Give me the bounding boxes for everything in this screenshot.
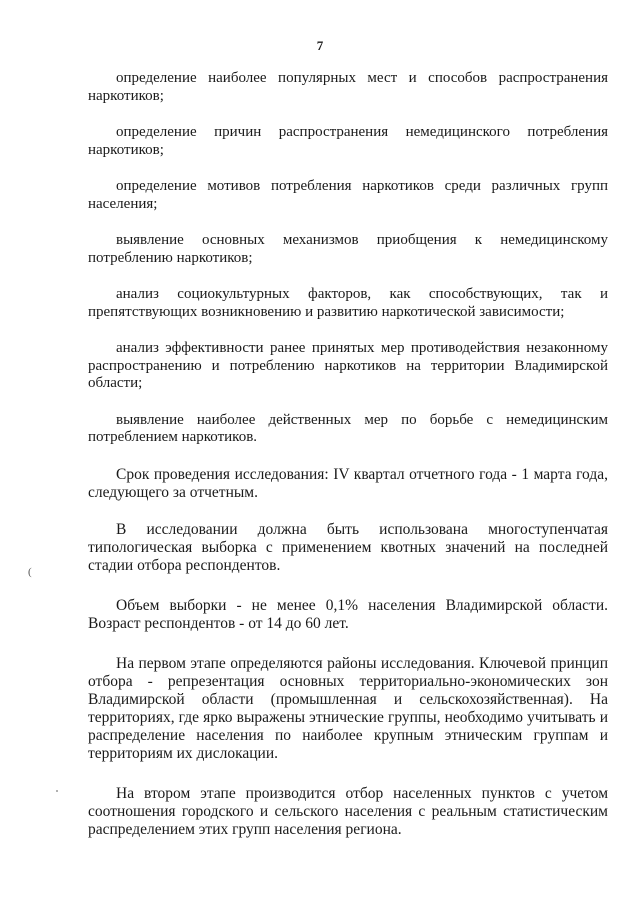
paragraph-12: На втором этапе производится отбор населенных пунктов с учетом соотношения городского и сельского населения с реальным статистическим распределением этих групп населения региона. — [88, 784, 608, 838]
paragraph-10: Объем выборки - не менее 0,1% населения Владимирской области. Возраст респондентов - от 14 до 60 лет. — [88, 596, 608, 632]
document-body — [88, 70, 608, 839]
paragraph-2: определение причин распространения немедицинского потребления наркотиков; — [88, 124, 608, 158]
paragraph-7: выявление наиболее действенных мер по борьбе с немедицинским потреблением наркотиков. — [88, 411, 608, 445]
paragraph-9: В исследовании должна быть использована многоступенчатая типологическая выборка с применением квотных значений на последней стадии отбора респондентов. — [88, 520, 608, 574]
paragraph-11: На первом этапе определяются районы исследования. Ключевой принцип отбора - репрезентация основных территориально-экономических зон Владимирской области (промышленная и сельскохозяйственная). На территориях, где ярко выражены этнические группы, необходимо учитывать и распределение населения по наиболее крупным этническим группам и территориям их дислокации. — [88, 654, 608, 762]
stray-scan-mark: ( — [28, 566, 32, 578]
paragraph-3: определение мотивов потребления наркотиков среди различных групп населения; — [88, 178, 608, 212]
paragraph-5: анализ социокультурных факторов, как способствующих, так и препятствующих возникновению и развитию наркотической зависимости; — [88, 286, 608, 320]
page-number: 7 — [316, 38, 324, 53]
paragraph-1: определение наиболее популярных мест и способов распространения наркотиков; — [88, 70, 608, 104]
paragraph-6: анализ эффективности ранее принятых мер противодействия незаконному распространению и потреблению наркотиков на территории Владимирской области; — [88, 340, 608, 391]
paragraph-8: Срок проведения исследования: IV квартал отчетного года - 1 марта года, следующего за отчетным. — [88, 465, 608, 501]
scan-dot — [56, 790, 58, 792]
paragraph-4: выявление основных механизмов приобщения к немедицинскому потреблению наркотиков; — [88, 232, 608, 266]
